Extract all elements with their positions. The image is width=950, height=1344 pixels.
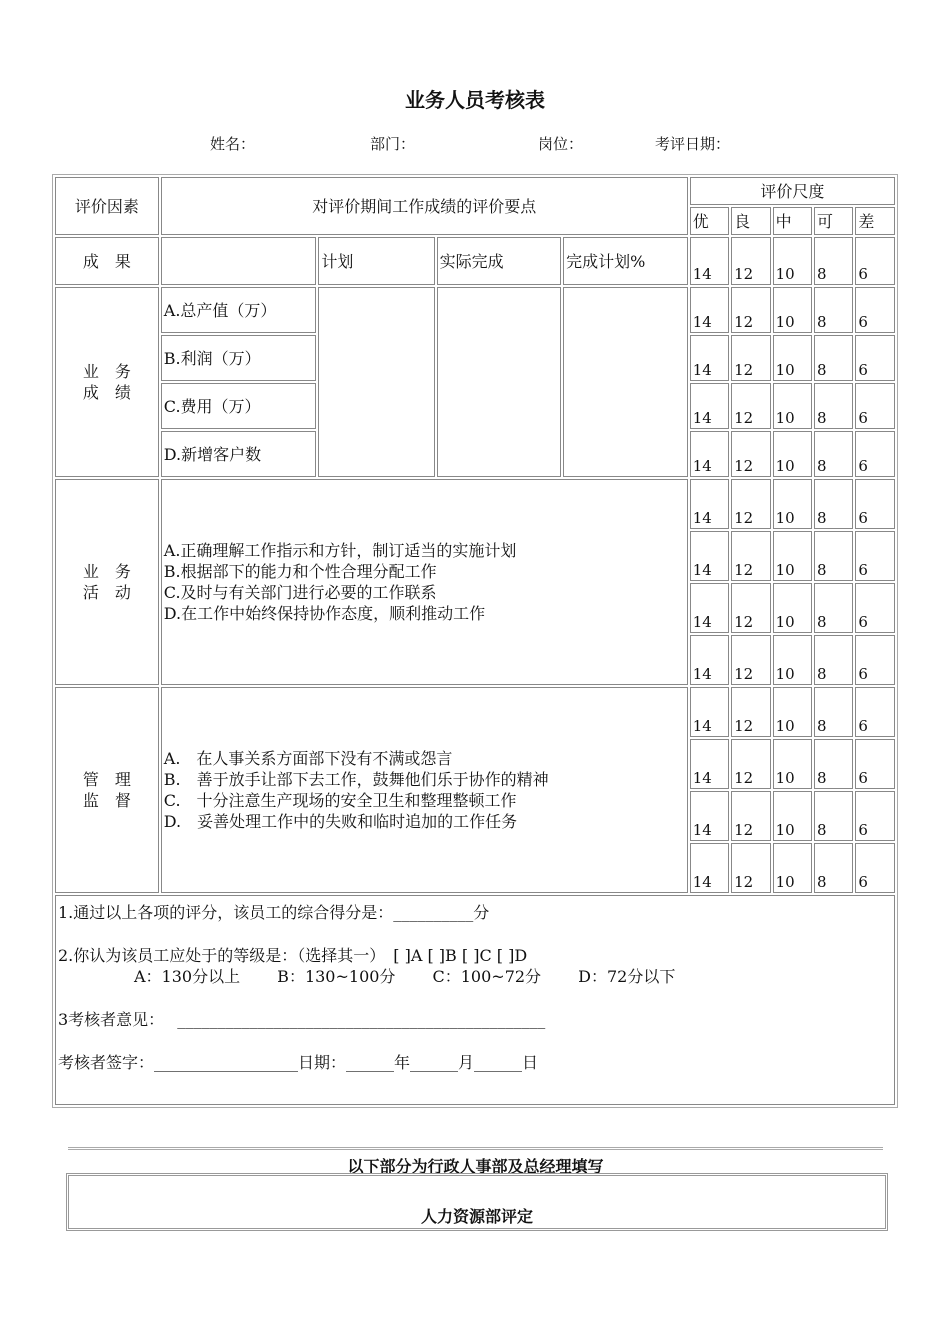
score-cell[interactable]: 6 bbox=[855, 739, 895, 789]
score-cell[interactable]: 10 bbox=[773, 531, 812, 581]
score-cell[interactable]: 6 bbox=[855, 431, 895, 477]
score-cell[interactable]: 6 bbox=[855, 287, 895, 333]
evaluation-table bbox=[52, 174, 898, 1108]
score-cell[interactable]: 10 bbox=[773, 287, 812, 333]
score-cell[interactable]: 6 bbox=[855, 583, 895, 633]
score-cell[interactable]: 10 bbox=[773, 635, 812, 685]
score-cell[interactable]: 12 bbox=[731, 383, 770, 429]
score-cell[interactable]: 12 bbox=[731, 791, 770, 841]
score-cell[interactable]: 10 bbox=[773, 791, 812, 841]
score-cell[interactable]: 10 bbox=[773, 583, 812, 633]
score-cell: 6 bbox=[855, 237, 895, 285]
results-label: 成 果 bbox=[55, 237, 159, 285]
activity-item: D.在工作中始终保持协作态度，顺利推动工作 bbox=[163, 604, 486, 623]
score-cell[interactable]: 8 bbox=[814, 383, 853, 429]
management-label-line: 管 理 bbox=[82, 770, 131, 789]
score-cell[interactable]: 12 bbox=[731, 635, 770, 685]
score-cell[interactable]: 14 bbox=[690, 287, 729, 333]
score-cell[interactable]: 12 bbox=[731, 843, 770, 893]
score-cell[interactable]: 12 bbox=[731, 739, 770, 789]
grade-scale-line: A：130分以上 B：130~100分 C：100~72分 D：72分以下 bbox=[134, 967, 676, 986]
activity-item: C.及时与有关部门进行必要的工作联系 bbox=[163, 583, 437, 602]
grade-select-line[interactable]: 2.你认为该员工应处于的等级是：（选择其一） [ ]A [ ]B [ ]C [ ]D bbox=[58, 946, 528, 965]
score-cell[interactable]: 8 bbox=[814, 531, 853, 581]
score-cell[interactable]: 14 bbox=[690, 335, 729, 381]
performance-item: C.费用（万） bbox=[161, 383, 317, 429]
management-item: B. 善于放手让部下去工作，鼓舞他们乐于协作的精神 bbox=[163, 770, 549, 789]
score-cell[interactable]: 10 bbox=[773, 687, 812, 737]
score-cell[interactable]: 6 bbox=[855, 335, 895, 381]
performance-item: A.总产值（万） bbox=[161, 287, 317, 333]
dept-label: 部门： bbox=[370, 135, 416, 153]
score-cell[interactable]: 6 bbox=[855, 635, 895, 685]
score-cell[interactable]: 14 bbox=[690, 431, 729, 477]
score-cell[interactable]: 14 bbox=[690, 687, 729, 737]
score-cell[interactable]: 14 bbox=[690, 739, 729, 789]
score-cell[interactable]: 14 bbox=[690, 843, 729, 893]
score-cell[interactable]: 6 bbox=[855, 791, 895, 841]
score-cell[interactable]: 14 bbox=[690, 383, 729, 429]
position-label: 岗位： bbox=[538, 135, 584, 153]
name-label: 姓名： bbox=[210, 135, 256, 153]
management-label-line: 监 督 bbox=[82, 791, 131, 810]
results-blank bbox=[161, 237, 317, 285]
summary-section bbox=[55, 895, 895, 1105]
management-label bbox=[55, 687, 159, 893]
score-cell[interactable]: 14 bbox=[690, 583, 729, 633]
score-cell[interactable]: 10 bbox=[773, 431, 812, 477]
grade-excellent: 优 bbox=[690, 207, 729, 235]
management-item: D. 妥善处理工作中的失败和临时追加的工作任务 bbox=[163, 812, 518, 831]
score-cell[interactable]: 8 bbox=[814, 843, 853, 893]
activity-points bbox=[161, 479, 688, 685]
score-cell[interactable]: 6 bbox=[855, 687, 895, 737]
actual-cell[interactable] bbox=[437, 287, 562, 477]
grade-good: 良 bbox=[731, 207, 770, 235]
score-cell[interactable]: 8 bbox=[814, 687, 853, 737]
activity-item: B.根据部下的能力和个性合理分配工作 bbox=[163, 562, 437, 581]
score-cell[interactable]: 10 bbox=[773, 479, 812, 529]
management-item: C. 十分注意生产现场的安全卫生和整理整顿工作 bbox=[163, 791, 517, 810]
performance-label-line: 业 务 bbox=[82, 362, 131, 381]
grade-poor: 差 bbox=[855, 207, 895, 235]
score-cell[interactable]: 10 bbox=[773, 843, 812, 893]
score-cell[interactable]: 6 bbox=[855, 531, 895, 581]
score-cell[interactable]: 12 bbox=[731, 479, 770, 529]
hr-evaluation-box bbox=[66, 1173, 888, 1231]
performance-label-line: 成 绩 bbox=[82, 383, 131, 402]
score-cell: 8 bbox=[814, 237, 853, 285]
score-cell[interactable]: 14 bbox=[690, 791, 729, 841]
percent-header: 完成计划% bbox=[563, 237, 688, 285]
score-cell[interactable]: 12 bbox=[731, 531, 770, 581]
score-cell[interactable]: 8 bbox=[814, 287, 853, 333]
activity-item: A.正确理解工作指示和方针，制订适当的实施计划 bbox=[163, 541, 517, 560]
score-cell[interactable]: 6 bbox=[855, 843, 895, 893]
total-score-line[interactable]: 1.通过以上各项的评分，该员工的综合得分是：__________分 bbox=[58, 903, 490, 922]
score-cell[interactable]: 12 bbox=[731, 287, 770, 333]
performance-item: B.利润（万） bbox=[161, 335, 317, 381]
plan-cell[interactable] bbox=[318, 287, 434, 477]
score-cell[interactable]: 14 bbox=[690, 635, 729, 685]
score-cell[interactable]: 8 bbox=[814, 431, 853, 477]
score-cell[interactable]: 8 bbox=[814, 335, 853, 381]
points-header: 对评价期间工作成绩的评价要点 bbox=[161, 177, 688, 235]
grade-medium: 中 bbox=[773, 207, 812, 235]
score-cell[interactable]: 6 bbox=[855, 383, 895, 429]
admin-section-banner: 以下部分为行政人事部及总经理填写 bbox=[68, 1147, 883, 1177]
actual-header: 实际完成 bbox=[437, 237, 562, 285]
hr-evaluation-title: 人力资源部评定 bbox=[420, 1207, 533, 1226]
grade-fair: 可 bbox=[814, 207, 853, 235]
date-label: 考评日期： bbox=[655, 135, 731, 153]
factor-header: 评价因素 bbox=[55, 177, 159, 235]
score-cell[interactable]: 10 bbox=[773, 335, 812, 381]
activity-label-line: 业 务 bbox=[82, 562, 131, 581]
management-item: A. 在人事关系方面部下没有不满或怨言 bbox=[163, 749, 453, 768]
score-cell: 12 bbox=[731, 237, 770, 285]
reviewer-opinion-line[interactable]: 3考核者意见： ______________________________________________ bbox=[58, 1010, 546, 1029]
score-cell[interactable]: 8 bbox=[814, 479, 853, 529]
percent-cell[interactable] bbox=[563, 287, 688, 477]
score-cell[interactable]: 8 bbox=[814, 791, 853, 841]
score-cell[interactable]: 10 bbox=[773, 383, 812, 429]
score-cell[interactable]: 12 bbox=[731, 335, 770, 381]
performance-item: D.新增客户数 bbox=[161, 431, 317, 477]
score-cell[interactable]: 12 bbox=[731, 431, 770, 477]
score-cell[interactable]: 6 bbox=[855, 479, 895, 529]
plan-header: 计划 bbox=[318, 237, 434, 285]
score-cell[interactable]: 14 bbox=[690, 531, 729, 581]
score-cell[interactable]: 10 bbox=[773, 739, 812, 789]
score-cell[interactable]: 8 bbox=[814, 583, 853, 633]
activity-label-line: 活 动 bbox=[82, 583, 131, 602]
page-title: 业务人员考核表 bbox=[405, 88, 545, 112]
score-cell[interactable]: 8 bbox=[814, 739, 853, 789]
score-cell[interactable]: 8 bbox=[814, 635, 853, 685]
score-cell[interactable]: 12 bbox=[731, 583, 770, 633]
score-cell: 10 bbox=[773, 237, 812, 285]
score-cell[interactable]: 12 bbox=[731, 687, 770, 737]
performance-label bbox=[55, 287, 159, 477]
reviewer-signature-line[interactable]: 考核者签字：__________________日期：______年______月______日 bbox=[58, 1053, 539, 1072]
scale-header: 评价尺度 bbox=[690, 177, 895, 205]
score-cell[interactable]: 14 bbox=[690, 479, 729, 529]
activity-label bbox=[55, 479, 159, 685]
score-cell: 14 bbox=[690, 237, 729, 285]
management-points bbox=[161, 687, 688, 893]
